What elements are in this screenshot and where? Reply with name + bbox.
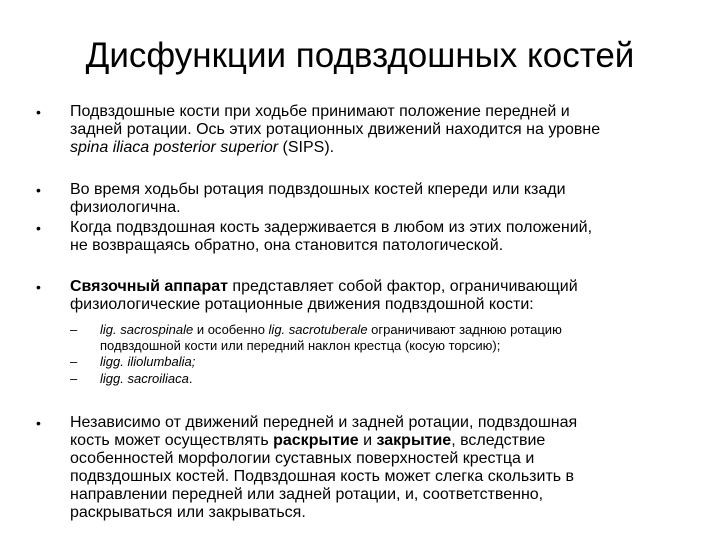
bullet-marker: •: [36, 182, 41, 198]
bullet-2-line-1: Во время ходьбы ротация подвздошных костей кпереди или кзади: [70, 181, 566, 198]
bullet-marker: •: [36, 104, 41, 120]
sub-item-3-rest: .: [188, 371, 193, 386]
bullet-5-text: и: [358, 432, 377, 449]
sub-item-1-text: ограничивают заднюю ротацию: [367, 322, 562, 337]
bullet-1-line-3: [70, 139, 690, 157]
bullet-5-line-3: особенностей морфологии суставных поверхностей крестца и: [70, 450, 535, 467]
bullet-marker: •: [36, 415, 41, 431]
bullet-2-line-2: физиологична.: [70, 199, 181, 216]
sub-item-1-line-2: подвздошной кости или передний наклон крестца (косую торсию);: [100, 338, 501, 353]
sub-item-1-text: и особенно: [193, 322, 269, 337]
slide-title: Дисфункции подвздошных костей: [85, 36, 635, 75]
bullet-5-line-2: [70, 432, 690, 450]
bullet-5-line-1: Независимо от движений передней и задней ротации, подвздошная: [70, 414, 578, 431]
bullet-marker: •: [36, 279, 41, 295]
bullet-1-line-1: Подвздошные кости при ходьбе принимают положение передней и: [70, 103, 570, 120]
bold-term: раскрытие: [273, 432, 359, 449]
bullet-5-text: кость может осуществлять: [70, 432, 274, 449]
bullet-1-line-3-rest: (SIPS).: [278, 139, 335, 156]
latin-term: ligg. iliolumbalia;: [100, 354, 196, 369]
bullet-5-line-6: раскрываться или закрываться.: [70, 504, 306, 521]
latin-term: lig. sacrospinale: [100, 322, 194, 337]
bullet-1-line-2: задней ротации. Ось этих ротационных движений находится на уровне: [70, 121, 601, 138]
dash-marker: –: [70, 371, 78, 386]
dash-marker: –: [70, 322, 78, 337]
bullet-4-line-1: [70, 278, 690, 296]
bullet-5-line-4: подвздошных костей. Подвздошная кость может слегка скользить в: [70, 468, 575, 485]
latin-term: spina iliaca posterior superior: [70, 139, 279, 156]
bold-term: закрытие: [376, 432, 452, 449]
dash-marker: –: [70, 354, 78, 369]
bullet-5-line-5: направлении передней или задней ротации, и, соответственно,: [70, 486, 544, 503]
latin-term: ligg. sacroiliaca: [100, 371, 189, 386]
bullet-marker: •: [36, 220, 41, 236]
bullet-4-line-2: физиологические ротационные движения подвздошной кости:: [70, 296, 534, 313]
sub-item-1-line-1: [100, 322, 670, 337]
bullet-3-line-2: не возвращаясь обратно, она становится патологической.: [70, 237, 504, 254]
sub-item-2-text: [100, 354, 670, 369]
bullet-3-line-1: Когда подвздошная кость задерживается в любом из этих положений,: [70, 219, 593, 236]
sub-item-3-text: [100, 371, 670, 386]
bold-term: Связочный аппарат: [70, 278, 228, 295]
bullet-4-line-1-rest: представляет собой фактор, ограничивающий: [227, 278, 578, 295]
bullet-5-text: , вследствие: [451, 432, 546, 449]
latin-term: lig. sacrotuberale: [268, 322, 368, 337]
